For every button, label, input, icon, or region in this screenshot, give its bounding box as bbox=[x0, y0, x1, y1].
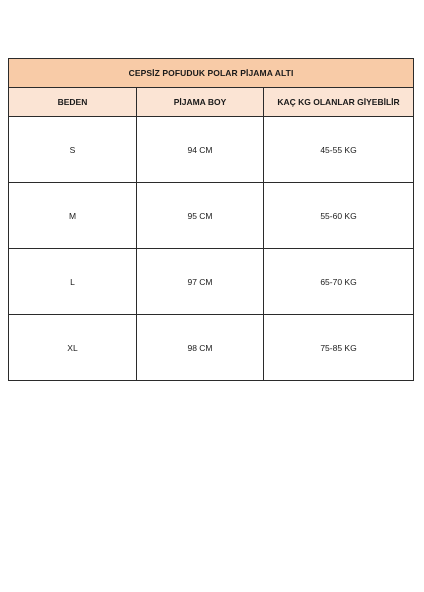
table-row bbox=[9, 183, 414, 249]
table-row bbox=[9, 249, 414, 315]
weight-cell: 45-55 KG bbox=[264, 117, 414, 183]
weight-cell: 55-60 KG bbox=[264, 183, 414, 249]
length-cell: 95 CM bbox=[137, 183, 264, 249]
size-cell: L bbox=[9, 249, 137, 315]
column-header-weight: KAÇ KG OLANLAR GİYEBİLİR bbox=[264, 88, 414, 117]
size-cell: M bbox=[9, 183, 137, 249]
table-header-row bbox=[9, 88, 414, 117]
table-title-row bbox=[9, 59, 414, 88]
table-title: CEPSİZ POFUDUK POLAR PİJAMA ALTI bbox=[9, 59, 414, 88]
size-cell: S bbox=[9, 117, 137, 183]
size-cell: XL bbox=[9, 315, 137, 381]
column-header-length: PİJAMA BOY bbox=[137, 88, 264, 117]
weight-cell: 75-85 KG bbox=[264, 315, 414, 381]
column-header-size: BEDEN bbox=[9, 88, 137, 117]
size-chart-table bbox=[8, 58, 414, 381]
length-cell: 94 CM bbox=[137, 117, 264, 183]
table-row bbox=[9, 117, 414, 183]
length-cell: 97 CM bbox=[137, 249, 264, 315]
table-row bbox=[9, 315, 414, 381]
weight-cell: 65-70 KG bbox=[264, 249, 414, 315]
length-cell: 98 CM bbox=[137, 315, 264, 381]
